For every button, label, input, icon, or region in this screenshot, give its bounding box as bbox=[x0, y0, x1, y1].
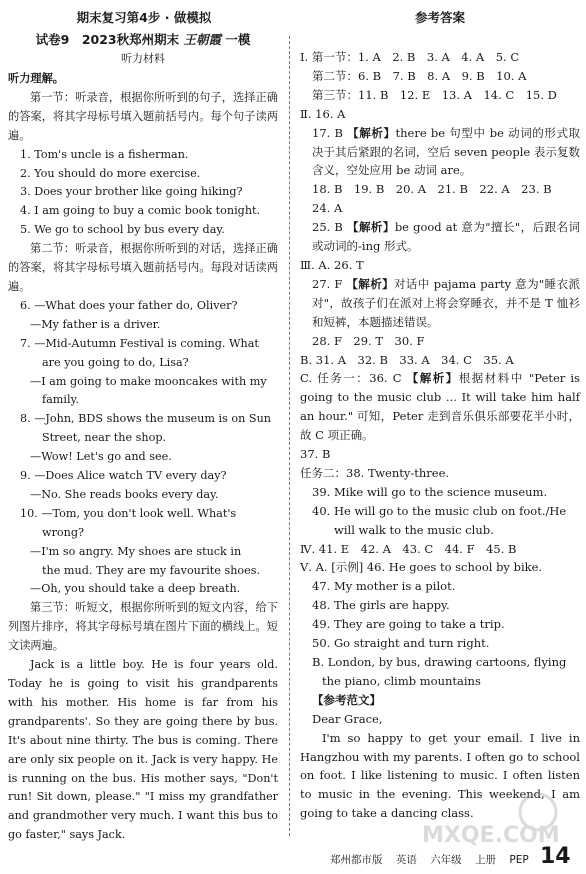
answer-line: will walk to the music club. bbox=[334, 522, 494, 537]
answer-line: 第三节：11. B 12. E 13. A 14. C 15. D bbox=[312, 87, 557, 102]
answer-line: Ⅲ. A. 26. T bbox=[300, 257, 364, 272]
list-item: 8. —John, BDS shows the museum is on Sun bbox=[20, 412, 271, 426]
answer-line: 任务二：38. Twenty-three. bbox=[300, 465, 450, 480]
dialogue-list bbox=[8, 297, 278, 600]
list-item: 1. Tom's uncle is a fisherman. bbox=[20, 147, 189, 161]
footer-grade: 六年级 bbox=[430, 854, 462, 866]
answer-line: 49. They are going to take a trip. bbox=[312, 617, 505, 632]
section-heading: 听力理解。 bbox=[8, 72, 64, 85]
listening-passage: Jack is a little boy. He is four years old. Today he is going to visit his grandparents with his mother. His home is far from his grandparents'. So they are going there by bus. It's about nine thirty. The bus is coming. There are only six people on it. Jack is very happy. He is running on the bus. His mother says, "Don't run! Sit down, please." "I miss my grandfather and grandmother very much. I want this bus to go faster," says Jack. bbox=[8, 658, 278, 842]
list-item: 5. We go to school by bus every day. bbox=[20, 223, 225, 237]
list-item: —I am going to make mooncakes with my bbox=[30, 374, 267, 388]
page-header bbox=[0, 0, 586, 26]
answer-line: Ⅴ. A. [示例] 46. He goes to school by bike. bbox=[300, 560, 543, 575]
part3-instructions: 第三节：听短文，根据你所听到的短文内容，给下列图片排序，将其字母标号填在图片下面的横线上。短文读两遍。 bbox=[8, 601, 278, 653]
list-item: 10. —Tom, you don't look well. What's bbox=[20, 506, 237, 520]
answer-line: B. London, by bus, drawing cartoons, flying bbox=[312, 655, 567, 669]
watermark-logo bbox=[418, 790, 568, 850]
list-item: family. bbox=[42, 393, 79, 407]
column-divider bbox=[289, 36, 290, 836]
list-item: 7. —Mid-Autumn Festival is coming. What bbox=[20, 336, 259, 350]
answer-line: the piano, climb mountains bbox=[322, 673, 481, 688]
list-item: 2. You should do more exercise. bbox=[20, 166, 201, 180]
list-item: —I'm so angry. My shoes are stuck in bbox=[30, 544, 242, 558]
answer-line: 24. A bbox=[312, 201, 343, 216]
list-item: Street, near the shop. bbox=[42, 431, 167, 445]
answer-line: Ⅱ. 16. A bbox=[300, 106, 346, 121]
answer-line: 40. He will go to the music club on foot./He bbox=[312, 503, 567, 518]
list-item: —Oh, you should take a deep breath. bbox=[30, 582, 241, 596]
part1-list bbox=[8, 146, 278, 241]
answer-25: 25. B 【解析】be good at 意为"擅长"，后跟名词或动词的-ing 形式。 bbox=[312, 220, 581, 254]
exam-title: 试卷9 2023秋郑州期末 王朝霞 一模 bbox=[35, 32, 251, 47]
footer-subject: 英语 bbox=[395, 854, 417, 866]
part1-instructions: 第一节：听录音，根据你所听到的句子，选择正确的答案，将其字母标号填入题前括号内。每个句子读两遍。 bbox=[8, 90, 278, 142]
answer-27: 27. F 【解析】对话中 pajama party 意为"睡衣派对"，故孩子们在派对上将会穿睡衣，并不是 T 恤衫和短裤，本题描述错误。 bbox=[312, 276, 580, 329]
footer-region: 郑州都市版 bbox=[330, 854, 383, 866]
answer-line: 第二节：6. B 7. B 8. A 9. B 10. A bbox=[312, 68, 527, 83]
list-item: the mud. They are my favourite shoes. bbox=[42, 563, 261, 577]
answer-line: 28. F 29. T 30. F bbox=[312, 333, 425, 348]
answer-line: 37. B bbox=[300, 447, 331, 462]
answer-line: 18. B 19. B 20. A 21. B 22. A 23. B bbox=[312, 182, 552, 197]
list-item: wrong? bbox=[42, 525, 85, 539]
analysis-tag: 【解析】 bbox=[346, 276, 395, 291]
answer-key-column bbox=[300, 30, 580, 823]
answer-line: 50. Go straight and turn right. bbox=[312, 636, 490, 651]
answer-line: 47. My mother is a pilot. bbox=[312, 579, 456, 594]
analysis-tag: 【解析】 bbox=[346, 220, 395, 235]
list-item: 6. —What does your father do, Oliver? bbox=[20, 298, 238, 312]
brand-logo-text: 王朝霞 bbox=[183, 32, 221, 47]
answer-36: C. 任务一：36. C 【解析】根据材料中 "Peter is going to the music club ... It will take him half an hour." 可知，Peter 走到音乐俱乐部要花半小时，故 C 项正确。 bbox=[300, 371, 580, 443]
answer-line: 48. The girls are happy. bbox=[312, 598, 450, 613]
list-item: —No. She reads books every day. bbox=[30, 487, 219, 501]
list-item: are you going to do, Lisa? bbox=[42, 355, 189, 369]
analysis-tag: 【解析】 bbox=[347, 125, 396, 140]
answer-17: 17. B 【解析】there be 句型中 be 动词的形式取决于其后紧跟的名词，空后 seven people 表示复数含义，空处应用 be 动词 are。 bbox=[312, 125, 581, 178]
answer-line: B. 31. A 32. B 33. A 34. C 35. A bbox=[300, 352, 514, 367]
sample-essay-tag: 【参考范文】 bbox=[312, 692, 381, 707]
footer-term: 上册 bbox=[475, 854, 497, 866]
watermark-text: MXQE.COM bbox=[422, 823, 560, 848]
list-item: 9. —Does Alice watch TV every day? bbox=[20, 469, 227, 483]
footer-edition: PEP bbox=[509, 854, 529, 866]
list-item: 4. I am going to buy a comic book tonight. bbox=[20, 204, 261, 218]
listening-material-column bbox=[8, 30, 278, 845]
list-item: —My father is a driver. bbox=[30, 317, 161, 331]
answer-line: Ⅳ. 41. E 42. A 43. C 44. F 45. B bbox=[300, 541, 517, 556]
list-item: 3. Does your brother like going hiking? bbox=[20, 185, 243, 199]
page-footer bbox=[330, 852, 539, 867]
list-item: —Wow! Let's go and see. bbox=[30, 450, 172, 464]
answer-line: Ⅰ. 第一节：1. A 2. B 3. A 4. A 5. C bbox=[300, 50, 520, 64]
analysis-tag: 【解析】 bbox=[406, 371, 459, 386]
exam-subtitle: 听力材料 bbox=[121, 52, 165, 65]
right-header-title: 参考答案 bbox=[414, 10, 465, 25]
part2-instructions: 第二节：听录音，根据你所听到的对话，选择正确的答案，将其字母标号填入题前括号内。每段对话读两遍。 bbox=[8, 242, 278, 293]
letter-greeting: Dear Grace, bbox=[312, 711, 383, 726]
left-header-title: 期末复习第4步 · 做模拟 bbox=[76, 10, 212, 25]
letter-body: I'm so happy to get your email. I live in Hangzhou with my parents. I often go to school on foot. I like listening to music. I often listen to music in the evening. This weekend, I am going to take a dancing class. bbox=[300, 730, 580, 821]
answer-line: 39. Mike will go to the science museum. bbox=[312, 484, 548, 499]
page-number: 14 bbox=[540, 844, 571, 869]
